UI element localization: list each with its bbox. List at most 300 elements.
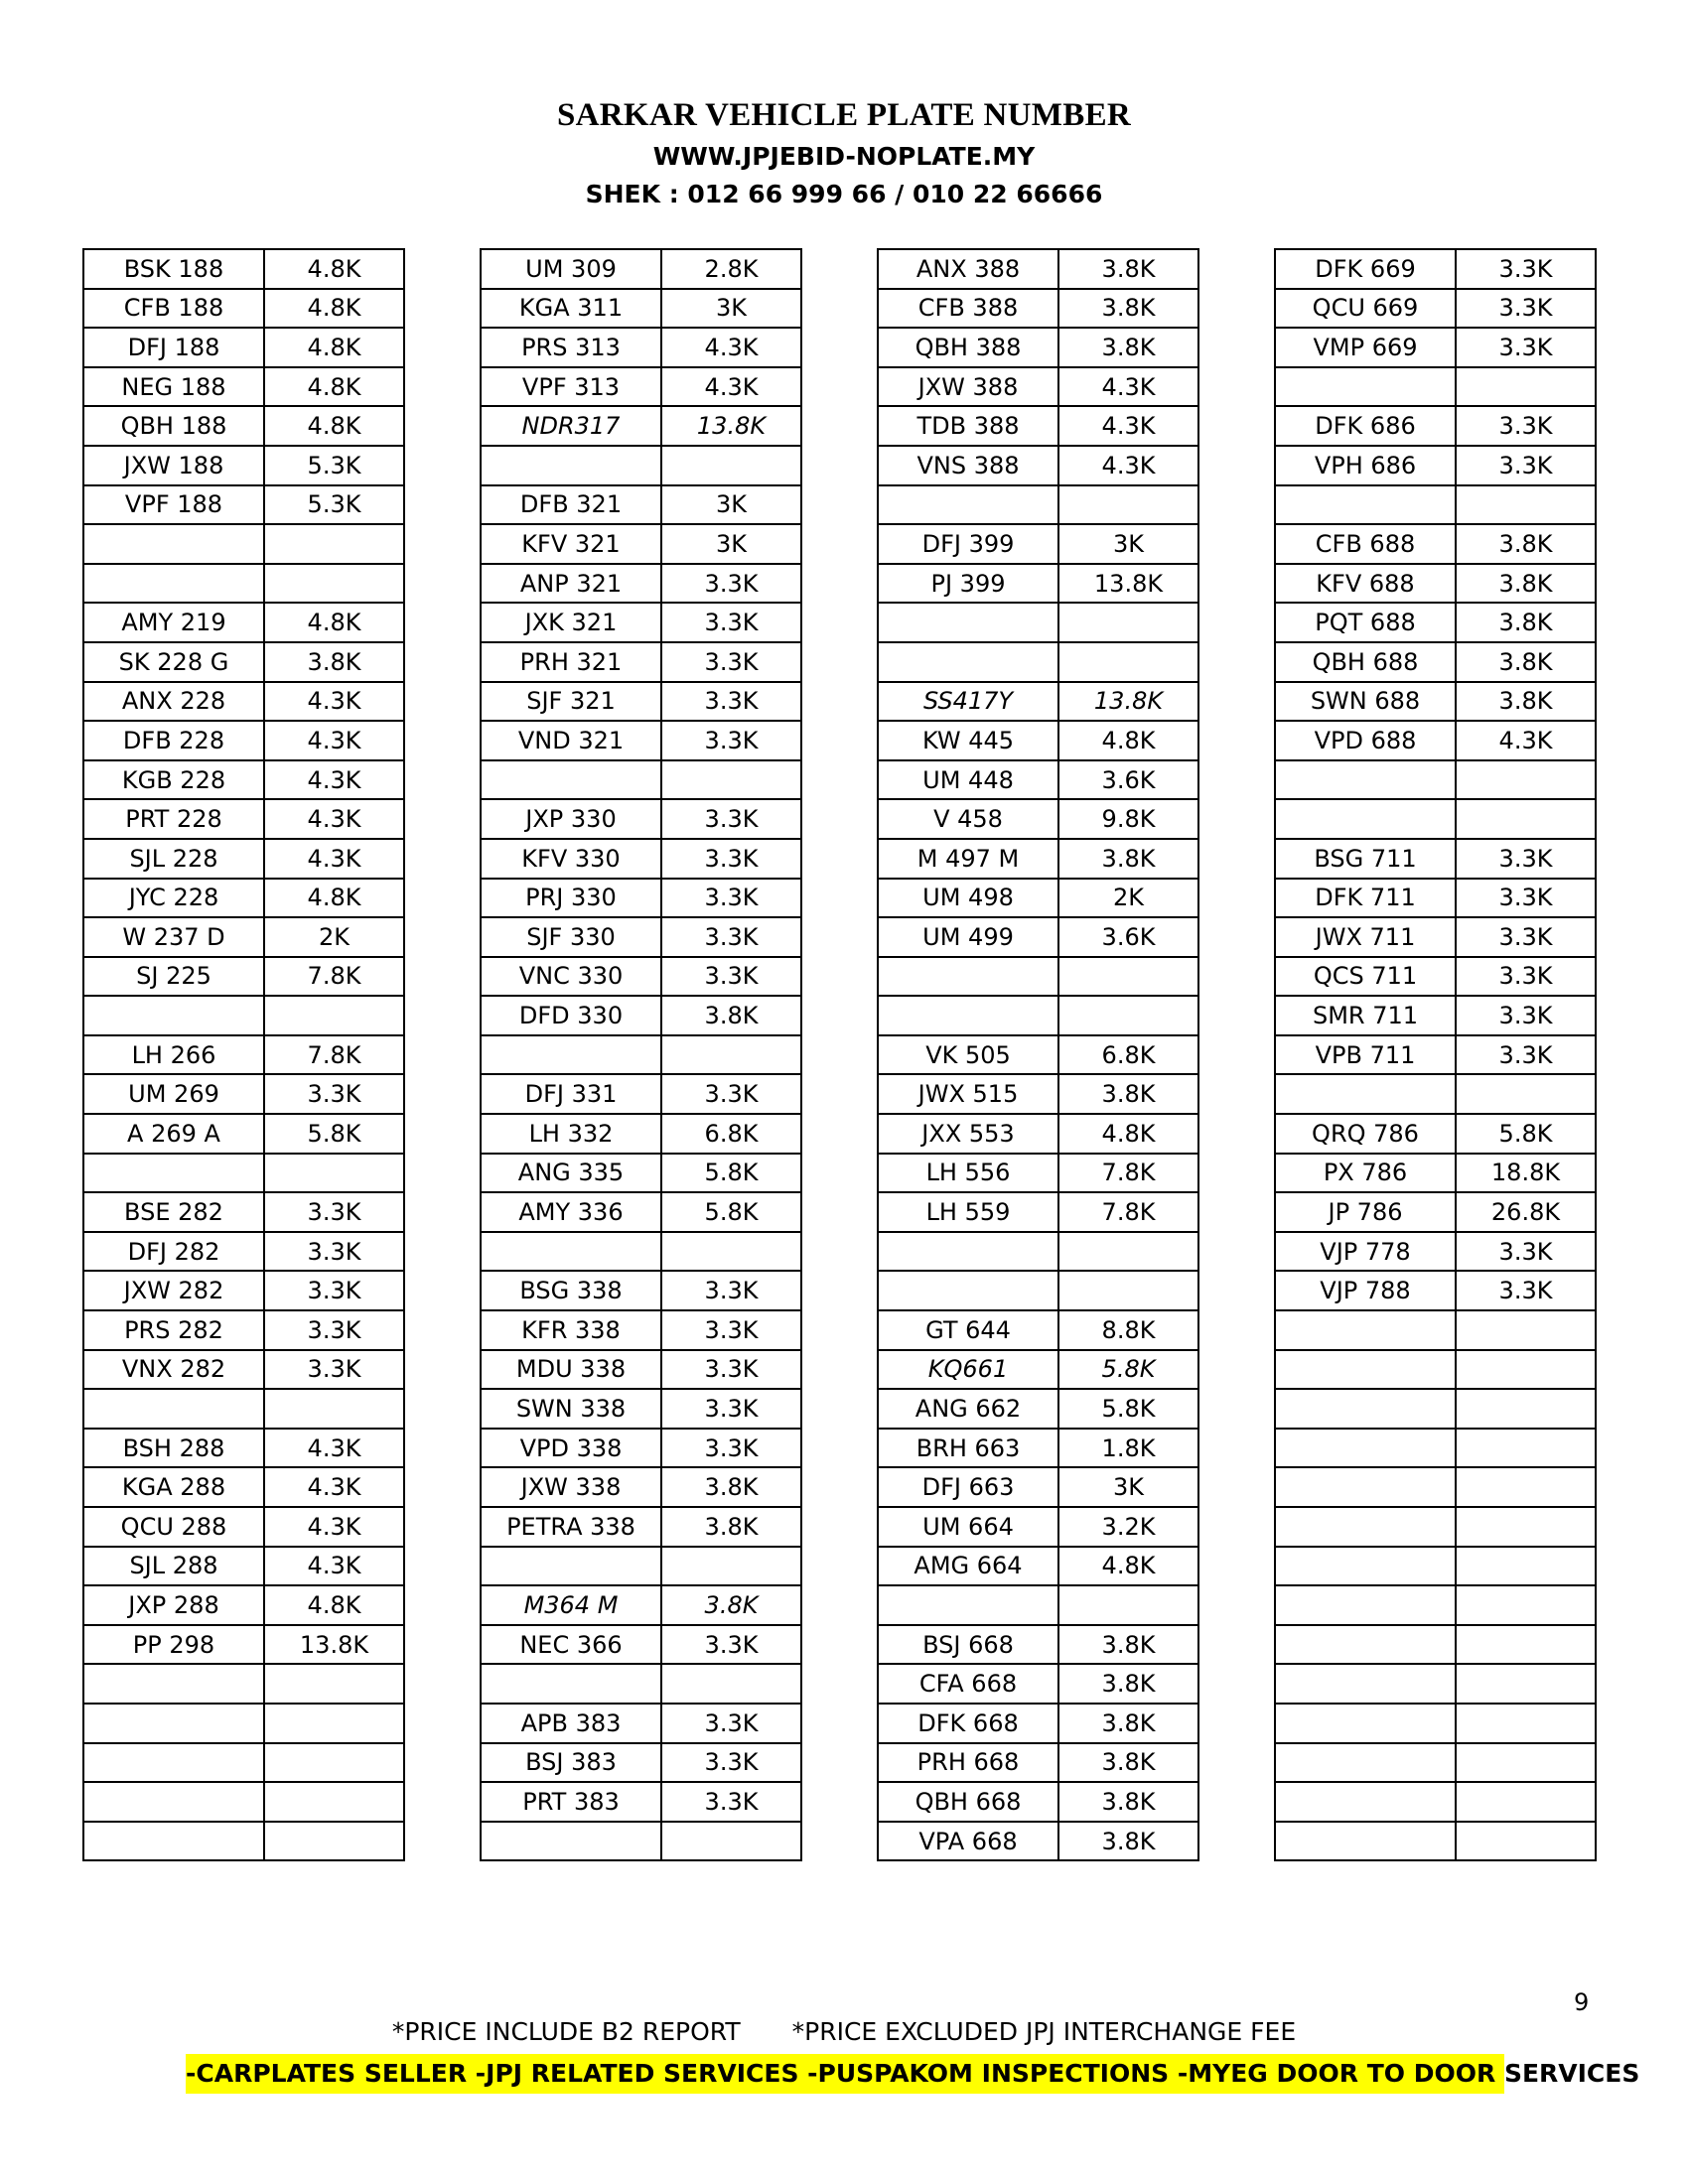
price-cell: 3.8K — [1058, 1625, 1198, 1665]
price-cell — [661, 760, 801, 800]
price-cell: 3.3K — [661, 721, 801, 760]
table-row — [878, 760, 1198, 800]
plate-number-cell — [1275, 1585, 1456, 1625]
plate-number-cell: JXX 553 — [878, 1114, 1058, 1154]
price-cell: 3K — [1058, 1467, 1198, 1507]
table-row — [83, 917, 404, 957]
plate-number-cell — [1275, 1507, 1456, 1547]
plate-number-cell: VPF 313 — [481, 367, 661, 407]
price-cell: 7.8K — [1058, 1154, 1198, 1193]
plate-number-cell — [878, 1271, 1058, 1310]
price-cell: 4.3K — [264, 839, 404, 879]
plate-number-cell: DFJ 282 — [83, 1232, 264, 1272]
table-row — [878, 1389, 1198, 1429]
plate-number-cell: PX 786 — [1275, 1154, 1456, 1193]
note-interchange-fee: *PRICE EXCLUDED JPJ INTERCHANGE FEE — [791, 2017, 1297, 2046]
plate-number-cell: W 237 D — [83, 917, 264, 957]
table-row — [481, 603, 801, 642]
plate-number-cell — [1275, 1467, 1456, 1507]
contact-text: SHEK : 012 66 999 66 / 010 22 66666 — [585, 180, 1103, 208]
price-cell — [264, 1782, 404, 1822]
plate-number-cell: SJ 225 — [83, 957, 264, 997]
price-cell: 6.8K — [661, 1114, 801, 1154]
price-cell: 3.3K — [1456, 249, 1596, 289]
plate-number-cell — [878, 1585, 1058, 1625]
table-row — [481, 1154, 801, 1193]
price-cell: 4.8K — [1058, 1114, 1198, 1154]
table-row — [1275, 1114, 1596, 1154]
price-cell: 3.3K — [661, 839, 801, 879]
price-cell: 3.3K — [661, 1271, 801, 1310]
price-cell: 3.8K — [1058, 839, 1198, 879]
plate-number-cell — [1275, 367, 1456, 407]
plate-number-cell: QBH 668 — [878, 1782, 1058, 1822]
price-cell: 4.8K — [264, 406, 404, 446]
price-cell: 26.8K — [1456, 1192, 1596, 1232]
price-cell: 3.2K — [1058, 1507, 1198, 1547]
plate-table-2 — [480, 248, 802, 1861]
plate-number-cell — [83, 996, 264, 1035]
table-row — [481, 1350, 801, 1390]
table-row — [1275, 1035, 1596, 1075]
plate-number-cell: SJF 330 — [481, 917, 661, 957]
price-cell: 5.8K — [661, 1192, 801, 1232]
plate-number-cell — [83, 1822, 264, 1861]
table-row — [1275, 367, 1596, 407]
price-cell: 3.3K — [1456, 917, 1596, 957]
plate-number-cell: KGA 311 — [481, 289, 661, 329]
plate-number-cell: LH 266 — [83, 1035, 264, 1075]
plate-number-cell: DFJ 331 — [481, 1074, 661, 1114]
price-cell: 3.3K — [661, 879, 801, 918]
table-row — [83, 289, 404, 329]
price-cell: 4.8K — [264, 367, 404, 407]
table-row — [878, 879, 1198, 918]
price-cell: 3.3K — [264, 1350, 404, 1390]
table-row — [1275, 406, 1596, 446]
plate-number-cell — [878, 485, 1058, 525]
table-row — [481, 879, 801, 918]
table-row — [878, 1350, 1198, 1390]
price-cell: 3.8K — [1456, 524, 1596, 564]
plate-number-cell — [481, 1035, 661, 1075]
price-cell: 5.8K — [661, 1154, 801, 1193]
plate-number-cell: VPD 338 — [481, 1429, 661, 1468]
price-cell — [1456, 1547, 1596, 1586]
table-row — [1275, 957, 1596, 997]
plate-number-cell: JXP 288 — [83, 1585, 264, 1625]
plate-number-cell — [1275, 799, 1456, 839]
table-row — [83, 1350, 404, 1390]
price-cell: 3.8K — [661, 1507, 801, 1547]
price-cell: 3.6K — [1058, 917, 1198, 957]
price-cell — [1058, 996, 1198, 1035]
plate-number-cell: DFD 330 — [481, 996, 661, 1035]
price-cell — [661, 1035, 801, 1075]
plate-number-cell: PRS 282 — [83, 1310, 264, 1350]
plate-number-cell: JXW 338 — [481, 1467, 661, 1507]
table-row — [1275, 524, 1596, 564]
price-cell: 3.3K — [661, 1429, 801, 1468]
table-row — [1275, 1232, 1596, 1272]
price-cell: 3.8K — [1456, 682, 1596, 722]
plate-table-4 — [1274, 248, 1597, 1861]
plate-number-cell: NEG 188 — [83, 367, 264, 407]
price-cell: 3.8K — [1058, 1074, 1198, 1114]
price-cell: 13.8K — [1058, 682, 1198, 722]
plate-number-cell: VND 321 — [481, 721, 661, 760]
price-cell — [1456, 1585, 1596, 1625]
table-row — [481, 760, 801, 800]
plate-number-cell: VNC 330 — [481, 957, 661, 997]
plate-number-cell: M 497 M — [878, 839, 1058, 879]
table-row — [1275, 682, 1596, 722]
plate-number-cell: JXW 188 — [83, 446, 264, 485]
table-row — [481, 328, 801, 367]
table-row — [481, 524, 801, 564]
price-cell: 5.8K — [264, 1114, 404, 1154]
price-cell: 3.3K — [1456, 1271, 1596, 1310]
plate-number-cell: BSG 711 — [1275, 839, 1456, 879]
price-cell: 2K — [264, 917, 404, 957]
price-cell — [661, 1822, 801, 1861]
price-cell — [264, 1822, 404, 1861]
price-cell: 3K — [1058, 524, 1198, 564]
price-cell — [264, 1154, 404, 1193]
plate-number-cell: PRH 668 — [878, 1743, 1058, 1783]
table-row — [83, 406, 404, 446]
plate-number-cell: LH 556 — [878, 1154, 1058, 1193]
price-cell — [1456, 760, 1596, 800]
table-row — [878, 1547, 1198, 1586]
table-row — [1275, 721, 1596, 760]
plate-number-cell: ANX 388 — [878, 249, 1058, 289]
plate-number-cell: JXP 330 — [481, 799, 661, 839]
price-cell — [1456, 799, 1596, 839]
price-cell: 2.8K — [661, 249, 801, 289]
table-row — [481, 367, 801, 407]
table-row — [83, 879, 404, 918]
price-cell: 7.8K — [264, 1035, 404, 1075]
table-row — [1275, 917, 1596, 957]
price-cell: 1.8K — [1058, 1429, 1198, 1468]
price-cell: 7.8K — [264, 957, 404, 997]
plate-number-cell: M364 M — [481, 1585, 661, 1625]
price-cell: 3.3K — [1456, 957, 1596, 997]
table-row — [83, 1467, 404, 1507]
table-row — [1275, 1664, 1596, 1704]
plate-number-cell: AMY 219 — [83, 603, 264, 642]
plate-number-cell: ANX 228 — [83, 682, 264, 722]
table-row — [481, 1035, 801, 1075]
table-row — [83, 682, 404, 722]
price-cell — [661, 1547, 801, 1586]
plate-number-cell: JWX 711 — [1275, 917, 1456, 957]
price-cell: 3.3K — [1456, 446, 1596, 485]
price-cell — [1456, 1507, 1596, 1547]
table-row — [1275, 485, 1596, 525]
plate-number-cell: APB 383 — [481, 1704, 661, 1743]
plate-number-cell: KFV 330 — [481, 839, 661, 879]
price-cell: 3.8K — [1058, 1822, 1198, 1861]
price-cell: 5.8K — [1456, 1114, 1596, 1154]
plate-table-3 — [877, 248, 1199, 1861]
table-row — [1275, 1350, 1596, 1390]
price-cell — [1058, 1585, 1198, 1625]
price-cell: 3K — [661, 289, 801, 329]
plate-number-cell: VJP 778 — [1275, 1232, 1456, 1272]
table-row — [481, 642, 801, 682]
plate-number-cell: SWN 338 — [481, 1389, 661, 1429]
table-row — [1275, 446, 1596, 485]
table-row — [1275, 799, 1596, 839]
plate-number-cell: QBH 388 — [878, 328, 1058, 367]
table-row — [83, 485, 404, 525]
table-row — [481, 1547, 801, 1586]
price-cell: 3.8K — [661, 1585, 801, 1625]
price-cell — [264, 996, 404, 1035]
plate-number-cell: KFV 688 — [1275, 564, 1456, 604]
table-row — [878, 1192, 1198, 1232]
plate-number-cell — [1275, 1822, 1456, 1861]
table-row — [878, 1467, 1198, 1507]
price-cell — [1456, 1664, 1596, 1704]
table-row — [878, 1625, 1198, 1665]
table-row — [878, 1271, 1198, 1310]
price-cell: 4.8K — [1058, 721, 1198, 760]
plate-number-cell: JXW 282 — [83, 1271, 264, 1310]
price-cell — [1058, 1232, 1198, 1272]
table-row — [1275, 1467, 1596, 1507]
plate-number-cell: DFK 686 — [1275, 406, 1456, 446]
table-row — [1275, 879, 1596, 918]
table-row — [481, 564, 801, 604]
plate-number-cell: PJ 399 — [878, 564, 1058, 604]
plate-number-cell: QCS 711 — [1275, 957, 1456, 997]
table-row — [481, 1429, 801, 1468]
table-row — [878, 996, 1198, 1035]
plate-number-cell: UM 664 — [878, 1507, 1058, 1547]
plate-number-cell: GT 644 — [878, 1310, 1058, 1350]
price-cell — [1456, 367, 1596, 407]
table-row — [1275, 1822, 1596, 1861]
plate-number-cell — [878, 1232, 1058, 1272]
plate-number-cell: PRH 321 — [481, 642, 661, 682]
price-cell: 3.8K — [1058, 328, 1198, 367]
price-cell — [264, 1743, 404, 1783]
plate-number-cell: CFB 188 — [83, 289, 264, 329]
price-cell: 3.3K — [264, 1310, 404, 1350]
table-row — [481, 957, 801, 997]
plate-number-cell: KW 445 — [878, 721, 1058, 760]
price-cell — [1058, 957, 1198, 997]
table-row — [1275, 1782, 1596, 1822]
plate-number-cell: VPF 188 — [83, 485, 264, 525]
footer-notes — [0, 2017, 1688, 2046]
price-cell — [1058, 485, 1198, 525]
table-row — [481, 1271, 801, 1310]
price-cell: 3.3K — [661, 799, 801, 839]
table-row — [1275, 249, 1596, 289]
table-row — [481, 1625, 801, 1665]
table-row — [878, 1114, 1198, 1154]
table-row — [83, 1192, 404, 1232]
price-cell — [1456, 1782, 1596, 1822]
price-cell — [1456, 1310, 1596, 1350]
price-cell — [264, 1664, 404, 1704]
plate-number-cell: CFB 388 — [878, 289, 1058, 329]
table-row — [83, 328, 404, 367]
plate-number-cell — [1275, 1074, 1456, 1114]
price-cell: 3.3K — [264, 1192, 404, 1232]
price-cell: 13.8K — [661, 406, 801, 446]
price-cell: 8.8K — [1058, 1310, 1198, 1350]
price-cell: 3.3K — [1456, 996, 1596, 1035]
table-row — [878, 289, 1198, 329]
plate-number-cell — [1275, 1310, 1456, 1350]
price-cell: 3.8K — [1058, 289, 1198, 329]
price-cell — [661, 446, 801, 485]
price-cell — [264, 1704, 404, 1743]
table-row — [1275, 1704, 1596, 1743]
plate-number-cell: VPB 711 — [1275, 1035, 1456, 1075]
table-row — [83, 1782, 404, 1822]
price-cell: 3.3K — [1456, 328, 1596, 367]
note-b2-report: *PRICE INCLUDE B2 REPORT — [391, 2017, 741, 2046]
plate-number-cell — [878, 957, 1058, 997]
price-cell: 3.3K — [1456, 879, 1596, 918]
price-cell — [1456, 1389, 1596, 1429]
price-cell — [1456, 1429, 1596, 1468]
plate-number-cell: VPH 686 — [1275, 446, 1456, 485]
price-cell: 4.3K — [1058, 446, 1198, 485]
plate-number-cell: QCU 288 — [83, 1507, 264, 1547]
table-row — [878, 839, 1198, 879]
price-cell: 3.3K — [661, 1782, 801, 1822]
plate-number-cell — [83, 1743, 264, 1783]
price-cell: 5.8K — [1058, 1350, 1198, 1390]
plate-number-cell: DFK 669 — [1275, 249, 1456, 289]
plate-number-cell: KFV 321 — [481, 524, 661, 564]
plate-number-cell — [878, 996, 1058, 1035]
price-cell: 3.8K — [1058, 1664, 1198, 1704]
price-cell: 3.3K — [661, 917, 801, 957]
price-cell: 4.8K — [264, 603, 404, 642]
plate-number-cell: UM 498 — [878, 879, 1058, 918]
price-cell: 7.8K — [1058, 1192, 1198, 1232]
plate-number-cell — [1275, 1782, 1456, 1822]
price-cell — [1058, 1271, 1198, 1310]
price-cell: 4.3K — [264, 799, 404, 839]
plate-number-cell: JYC 228 — [83, 879, 264, 918]
table-row — [481, 1822, 801, 1861]
table-row — [83, 799, 404, 839]
plate-number-cell — [83, 1704, 264, 1743]
plate-number-cell: SJL 228 — [83, 839, 264, 879]
plate-number-cell: PQT 688 — [1275, 603, 1456, 642]
plate-number-cell — [1275, 1625, 1456, 1665]
table-row — [1275, 839, 1596, 879]
price-cell — [1456, 1074, 1596, 1114]
plate-number-cell: SWN 688 — [1275, 682, 1456, 722]
plate-number-cell: CFB 688 — [1275, 524, 1456, 564]
plate-number-cell: BSJ 668 — [878, 1625, 1058, 1665]
plate-number-cell — [878, 642, 1058, 682]
plate-number-cell — [878, 603, 1058, 642]
price-cell: 4.3K — [1058, 367, 1198, 407]
plate-number-cell: DFB 228 — [83, 721, 264, 760]
plate-number-cell: ANG 335 — [481, 1154, 661, 1193]
table-row — [1275, 1192, 1596, 1232]
price-cell: 4.3K — [264, 1547, 404, 1586]
table-row — [481, 1743, 801, 1783]
price-cell: 3.3K — [264, 1271, 404, 1310]
price-cell: 3.6K — [1058, 760, 1198, 800]
page-number: 9 — [1574, 1988, 1590, 2016]
plate-number-cell: ANG 662 — [878, 1389, 1058, 1429]
plate-number-cell: QCU 669 — [1275, 289, 1456, 329]
price-cell: 4.3K — [264, 1467, 404, 1507]
price-cell — [1456, 1350, 1596, 1390]
table-row — [1275, 760, 1596, 800]
table-row — [878, 1704, 1198, 1743]
price-cell: 5.3K — [264, 446, 404, 485]
table-row — [878, 1232, 1198, 1272]
table-row — [83, 760, 404, 800]
table-row — [481, 249, 801, 289]
plate-number-cell — [481, 1547, 661, 1586]
plate-number-cell: DFJ 663 — [878, 1467, 1058, 1507]
table-row — [1275, 1271, 1596, 1310]
price-cell: 3.8K — [1058, 1743, 1198, 1783]
table-row — [1275, 642, 1596, 682]
price-cell: 3.3K — [264, 1074, 404, 1114]
table-row — [1275, 1310, 1596, 1350]
table-row — [878, 406, 1198, 446]
price-cell: 4.8K — [264, 879, 404, 918]
table-row — [481, 289, 801, 329]
table-row — [878, 917, 1198, 957]
plate-number-cell: BSH 288 — [83, 1429, 264, 1468]
table-row — [878, 1822, 1198, 1861]
price-cell — [1058, 603, 1198, 642]
table-row — [481, 485, 801, 525]
plate-number-cell: PP 298 — [83, 1625, 264, 1665]
table-row — [878, 564, 1198, 604]
plate-number-cell: AMG 664 — [878, 1547, 1058, 1586]
plate-number-cell: KGA 288 — [83, 1467, 264, 1507]
price-cell: 4.3K — [1058, 406, 1198, 446]
plate-number-cell: UM 309 — [481, 249, 661, 289]
plate-number-cell: BSK 188 — [83, 249, 264, 289]
plate-number-cell — [83, 524, 264, 564]
price-cell: 3.3K — [661, 1350, 801, 1390]
price-cell: 3.3K — [1456, 1232, 1596, 1272]
table-row — [481, 721, 801, 760]
price-cell: 3.3K — [661, 1389, 801, 1429]
price-cell: 5.3K — [264, 485, 404, 525]
table-row — [83, 1547, 404, 1586]
table-row — [878, 642, 1198, 682]
price-cell — [1456, 485, 1596, 525]
price-cell: 3.8K — [264, 642, 404, 682]
price-cell: 4.3K — [264, 721, 404, 760]
plate-number-cell: VPD 688 — [1275, 721, 1456, 760]
plate-number-cell: KGB 228 — [83, 760, 264, 800]
plate-table-1 — [82, 248, 405, 1861]
table-row — [878, 249, 1198, 289]
table-row — [1275, 1585, 1596, 1625]
